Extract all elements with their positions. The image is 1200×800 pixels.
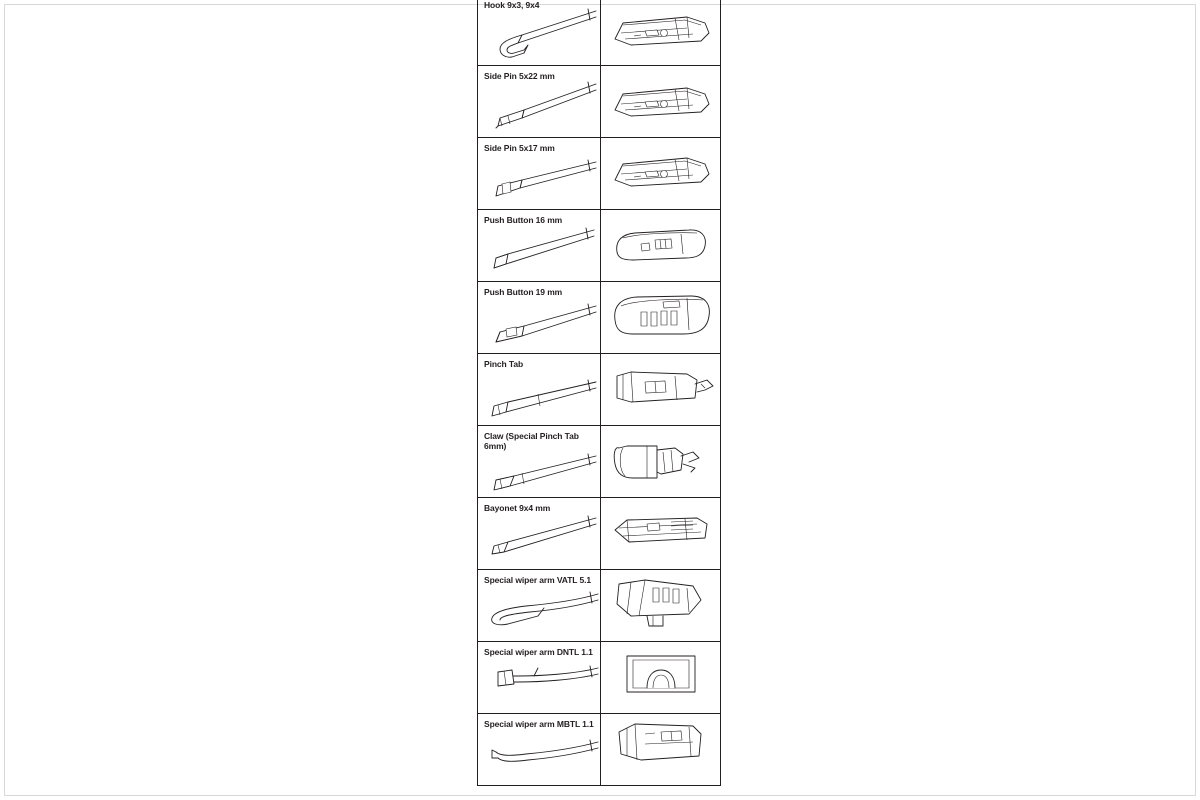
bayonet-adapter-icon <box>601 498 720 569</box>
row-label: Claw (Special Pinch Tab 6mm) <box>484 431 579 452</box>
row-adapter-cell <box>601 714 720 785</box>
table-row <box>478 210 720 282</box>
row-label: Bayonet 9x4 mm <box>484 503 551 513</box>
row-label: Side Pin 5x22 mm <box>484 71 555 81</box>
row-label: Side Pin 5x17 mm <box>484 143 555 153</box>
row-label-cell <box>478 642 601 713</box>
push-button-19-arm-icon <box>478 282 600 353</box>
row-label: Push Button 19 mm <box>484 287 563 297</box>
row-adapter-cell <box>601 426 720 497</box>
row-adapter-cell <box>601 210 720 281</box>
row-label-cell <box>478 498 601 569</box>
row-adapter-cell <box>601 282 720 353</box>
row-adapter-cell <box>601 570 720 641</box>
vatl-arm-icon <box>478 570 600 641</box>
bayonet-arm-icon <box>478 498 600 569</box>
row-label-cell <box>478 354 601 425</box>
row-adapter-cell <box>601 498 720 569</box>
push-button-16-adapter-icon <box>601 210 720 281</box>
row-adapter-cell <box>601 0 720 65</box>
side-pin-17-adapter-icon <box>601 138 720 209</box>
table-row <box>478 282 720 354</box>
row-label-cell <box>478 570 601 641</box>
table-row <box>478 498 720 570</box>
table-row <box>478 66 720 138</box>
row-label-cell <box>478 138 601 209</box>
row-label: Hook 9x3, 9x4 <box>484 0 540 10</box>
table-row <box>478 0 720 66</box>
row-label-cell <box>478 0 601 65</box>
claw-arm-icon <box>478 426 600 497</box>
hook-arm-icon <box>478 0 600 65</box>
row-adapter-cell <box>601 354 720 425</box>
dntl-arm-icon <box>478 642 600 713</box>
table-row <box>478 570 720 642</box>
row-label: Special wiper arm VATL 5.1 <box>484 575 591 585</box>
row-label-cell <box>478 282 601 353</box>
table-row <box>478 714 720 786</box>
claw-adapter-icon <box>601 426 720 497</box>
row-label-cell <box>478 426 601 497</box>
row-adapter-cell <box>601 66 720 137</box>
row-label: Pinch Tab <box>484 359 524 369</box>
row-label: Special wiper arm MBTL 1.1 <box>484 719 594 729</box>
mbtl-arm-icon <box>478 714 600 785</box>
table-row <box>478 354 720 426</box>
row-label-cell <box>478 66 601 137</box>
side-pin-22-adapter-icon <box>601 66 720 137</box>
mbtl-adapter-icon <box>601 714 720 785</box>
dntl-adapter-icon <box>601 642 720 713</box>
vatl-adapter-icon <box>601 570 720 641</box>
hook-adapter-icon <box>601 0 720 65</box>
row-label: Special wiper arm DNTL 1.1 <box>484 647 593 657</box>
row-adapter-cell <box>601 138 720 209</box>
row-label-cell <box>478 210 601 281</box>
side-pin-17-arm-icon <box>478 138 600 209</box>
pinch-tab-adapter-icon <box>601 354 720 425</box>
table-row <box>478 642 720 714</box>
row-adapter-cell <box>601 642 720 713</box>
push-button-19-adapter-icon <box>601 282 720 353</box>
table-row <box>478 138 720 210</box>
push-button-16-arm-icon <box>478 210 600 281</box>
side-pin-22-arm-icon <box>478 66 600 137</box>
row-label: Push Button 16 mm <box>484 215 563 225</box>
row-label-cell <box>478 714 601 785</box>
table-row <box>478 426 720 498</box>
pinch-tab-arm-icon <box>478 354 600 425</box>
adapter-types-table <box>477 0 721 786</box>
